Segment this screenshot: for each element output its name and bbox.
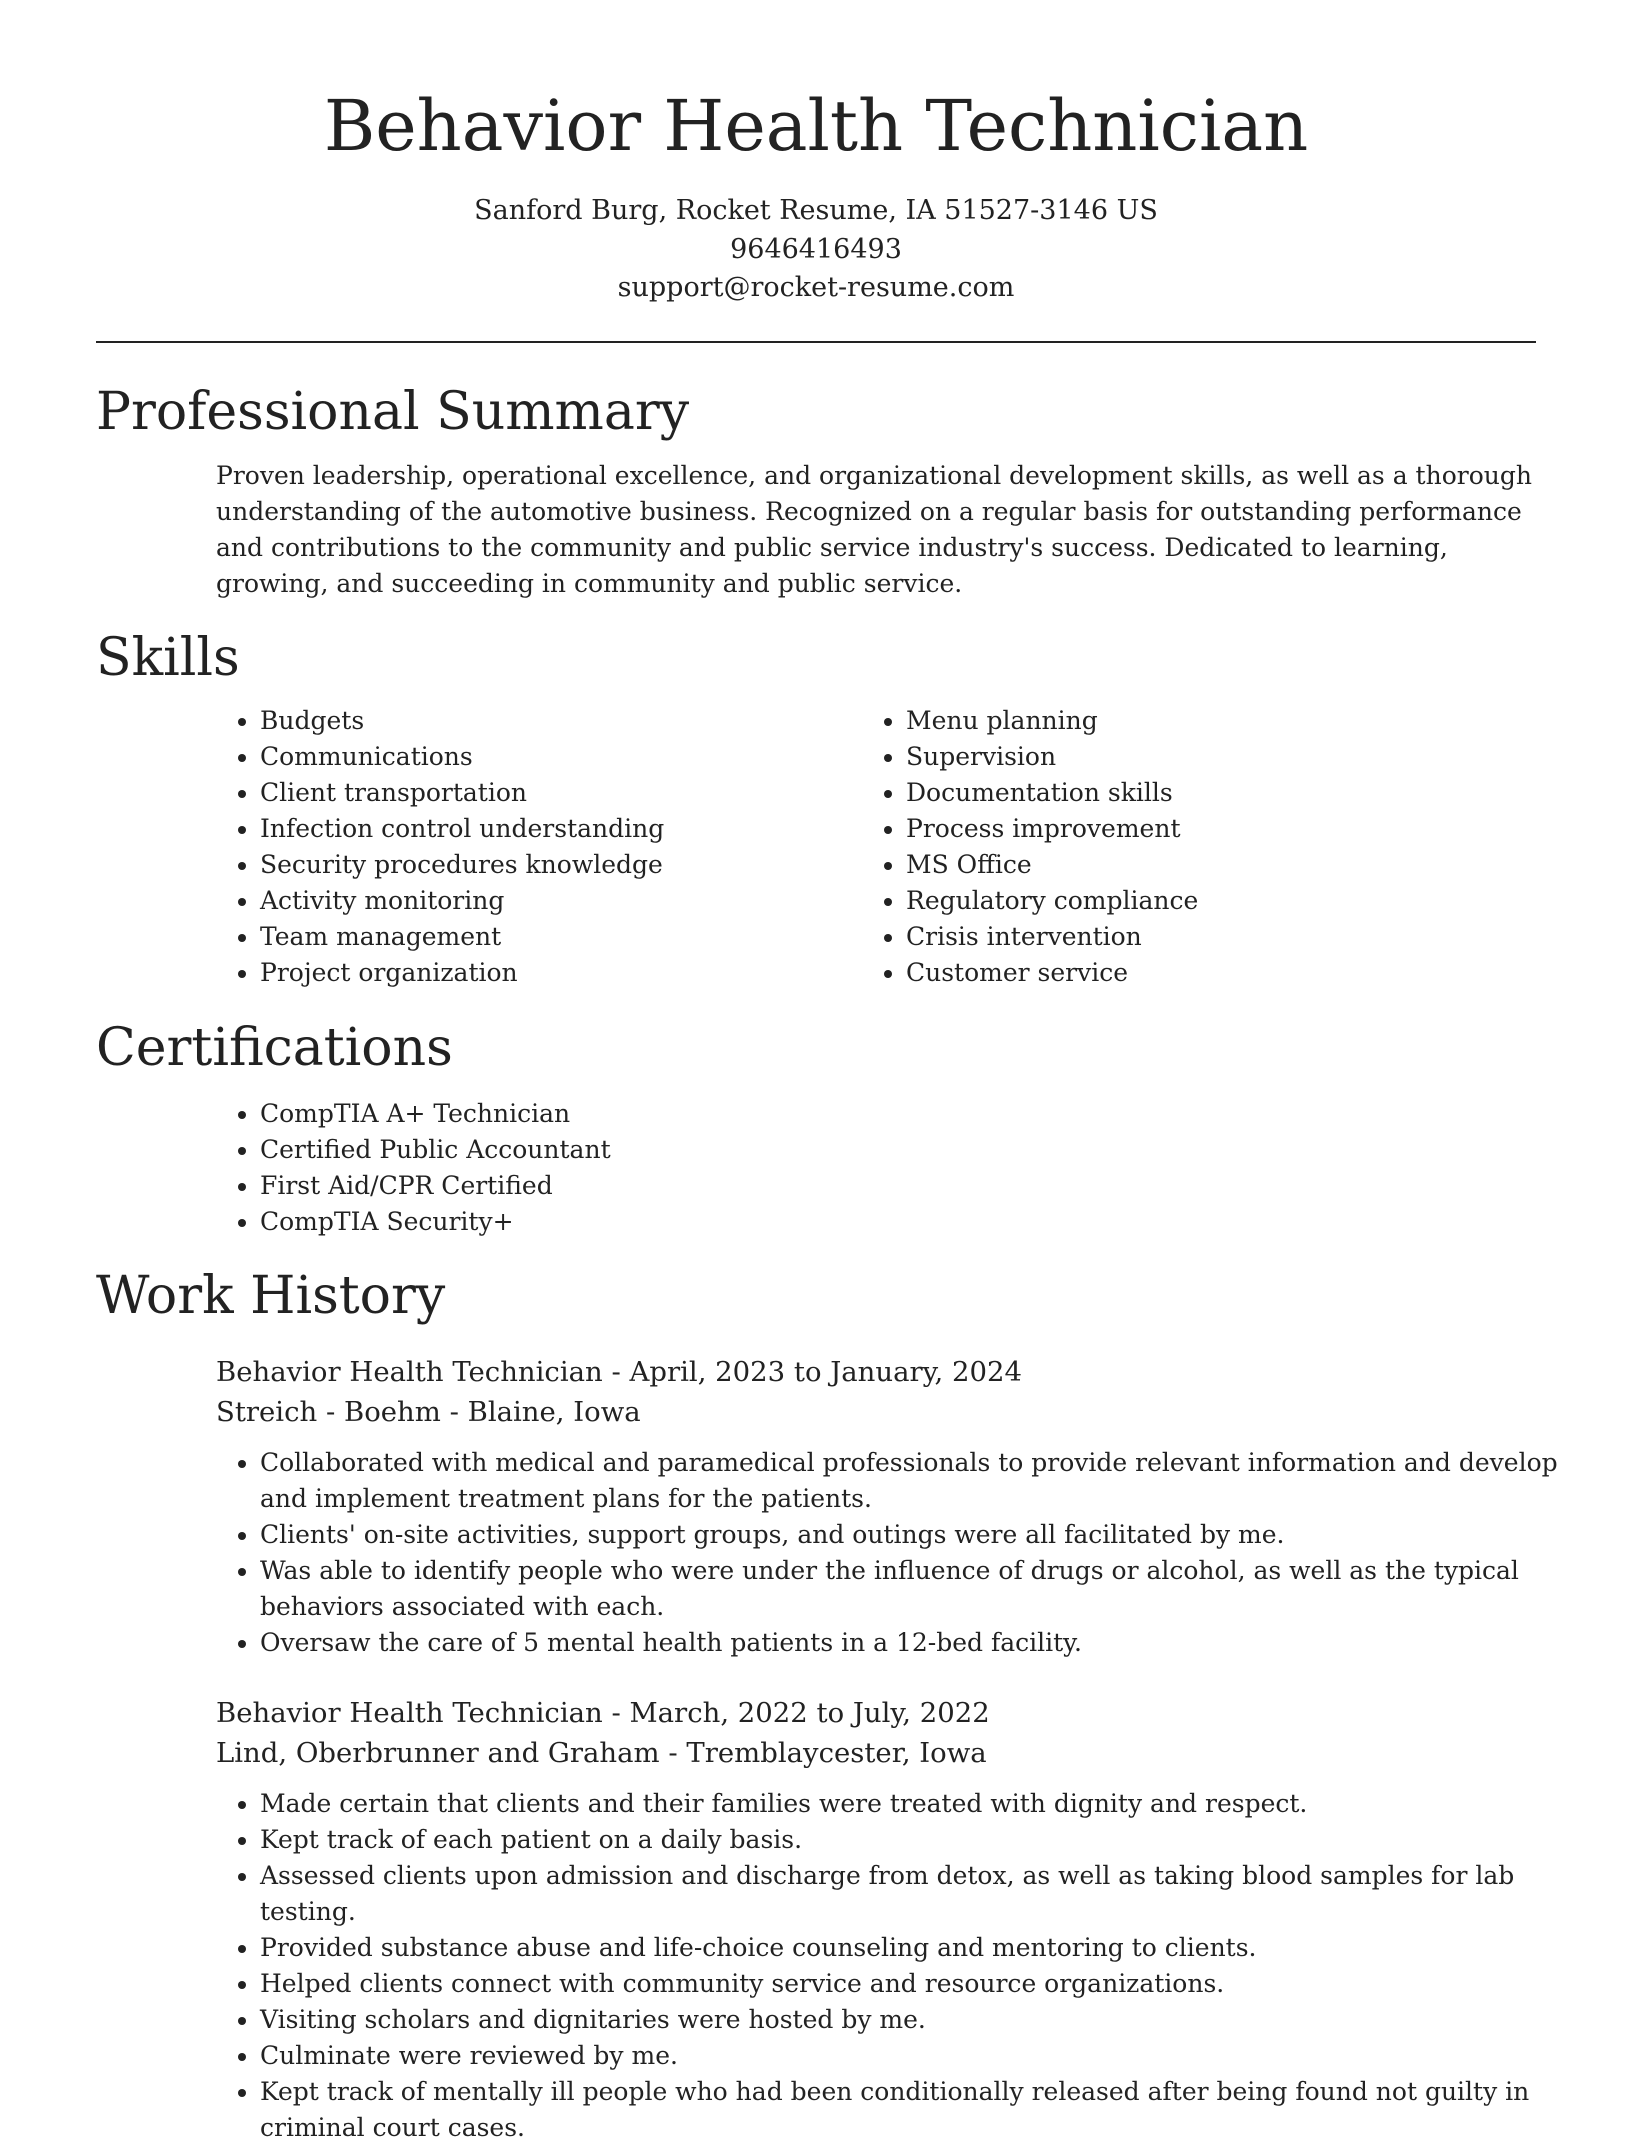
list-item: • Infection control understanding: [260, 811, 860, 847]
job-company: Streich - Boehm: [216, 1396, 441, 1428]
job-title: Behavior Health Technician: [216, 1356, 603, 1388]
list-item: • Made certain that clients and their families were treated with dignity and respect.: [260, 1786, 1576, 1822]
list-item: • Client transportation: [260, 775, 860, 811]
job-location: - Blaine, Iowa: [449, 1396, 641, 1428]
list-item: • Visiting scholars and dignitaries were hosted by me.: [260, 2002, 1576, 2038]
summary-text: Proven leadership, operational excellence, and organizational development skills, as well as a thorough understanding of the automotive business. Recognized on a regular basis for outstanding performance and contributions to the community and public service industry's success. Dedicated to learning, growing, and succeeding in community and public service.: [216, 461, 1532, 598]
list-item: • Budgets: [260, 703, 860, 739]
list-item: • Oversaw the care of 5 mental health patients in a 12-bed facility.: [260, 1625, 1576, 1661]
list-item: • Communications: [260, 739, 860, 775]
address: Sanford Burg, Rocket Resume, IA 51527-3146 US: [474, 195, 1158, 226]
contact-info: [0, 192, 1632, 308]
list-item: • Crisis intervention: [906, 919, 1566, 955]
list-item: • Menu planning: [906, 703, 1566, 739]
job-title: Behavior Health Technician: [216, 1697, 603, 1729]
list-item: • Kept track of mentally ill people who had been conditionally released after being found not guilty in criminal court cases.: [260, 2074, 1576, 2146]
list-item: • Supervision: [906, 739, 1566, 775]
job-dates: - March, 2022 to July, 2022: [611, 1697, 990, 1729]
job-location: - Tremblaycester, Iowa: [668, 1737, 987, 1769]
job-bullets: [216, 1786, 1576, 2146]
list-item: • Was able to identify people who were under the influence of drugs or alcohol, as well as the typical behaviors associated with each.: [260, 1553, 1576, 1625]
list-item: • Regulatory compliance: [906, 883, 1566, 919]
list-item: • First Aid/CPR Certified: [260, 1168, 1560, 1204]
list-item: • Documentation skills: [906, 775, 1566, 811]
resume-name: Behavior Health Technician: [323, 85, 1309, 167]
job-company: Lind, Oberbrunner and Graham: [216, 1737, 660, 1769]
list-item: • Activity monitoring: [260, 883, 860, 919]
job-company-line: [216, 1733, 987, 1773]
list-item: • Collaborated with medical and paramedical professionals to provide relevant information and develop and implement treatment plans for the patients.: [260, 1445, 1576, 1517]
job-company-line: [216, 1392, 641, 1432]
job-bullets: [216, 1445, 1576, 1661]
list-item: • Kept track of each patient on a daily basis.: [260, 1822, 1576, 1858]
email: support@rocket-resume.com: [617, 272, 1015, 303]
list-item: • Certified Public Accountant: [260, 1132, 1560, 1168]
list-item: • CompTIA Security+: [260, 1204, 1560, 1240]
header-divider: [96, 341, 1536, 343]
list-item: • Customer service: [906, 955, 1566, 991]
summary-heading: Professional Summary: [96, 382, 690, 442]
certifications-list: [216, 1096, 1560, 1240]
list-item: • Security procedures knowledge: [260, 847, 860, 883]
skills-list-right: [862, 703, 1566, 991]
work-history-heading: Work History: [96, 1266, 446, 1326]
job-title-line: [216, 1693, 990, 1733]
skills-list-left: [216, 703, 860, 991]
list-item: • Provided substance abuse and life-choice counseling and mentoring to clients.: [260, 1930, 1576, 1966]
list-item: • Process improvement: [906, 811, 1566, 847]
list-item: • Team management: [260, 919, 860, 955]
list-item: • Project organization: [260, 955, 860, 991]
list-item: • Helped clients connect with community service and resource organizations.: [260, 1966, 1576, 2002]
list-item: • Culminate were reviewed by me.: [260, 2038, 1576, 2074]
skills-heading: Skills: [96, 628, 240, 688]
list-item: • MS Office: [906, 847, 1566, 883]
job-title-line: [216, 1352, 1022, 1392]
job-dates: - April, 2023 to January, 2024: [611, 1356, 1022, 1388]
list-item: • CompTIA A+ Technician: [260, 1096, 1560, 1132]
list-item: • Assessed clients upon admission and discharge from detox, as well as taking blood samples for lab testing.: [260, 1858, 1576, 1930]
phone: 9646416493: [730, 233, 902, 265]
certifications-heading: Certifications: [96, 1018, 453, 1078]
list-item: • Clients' on-site activities, support groups, and outings were all facilitated by me.: [260, 1517, 1576, 1553]
